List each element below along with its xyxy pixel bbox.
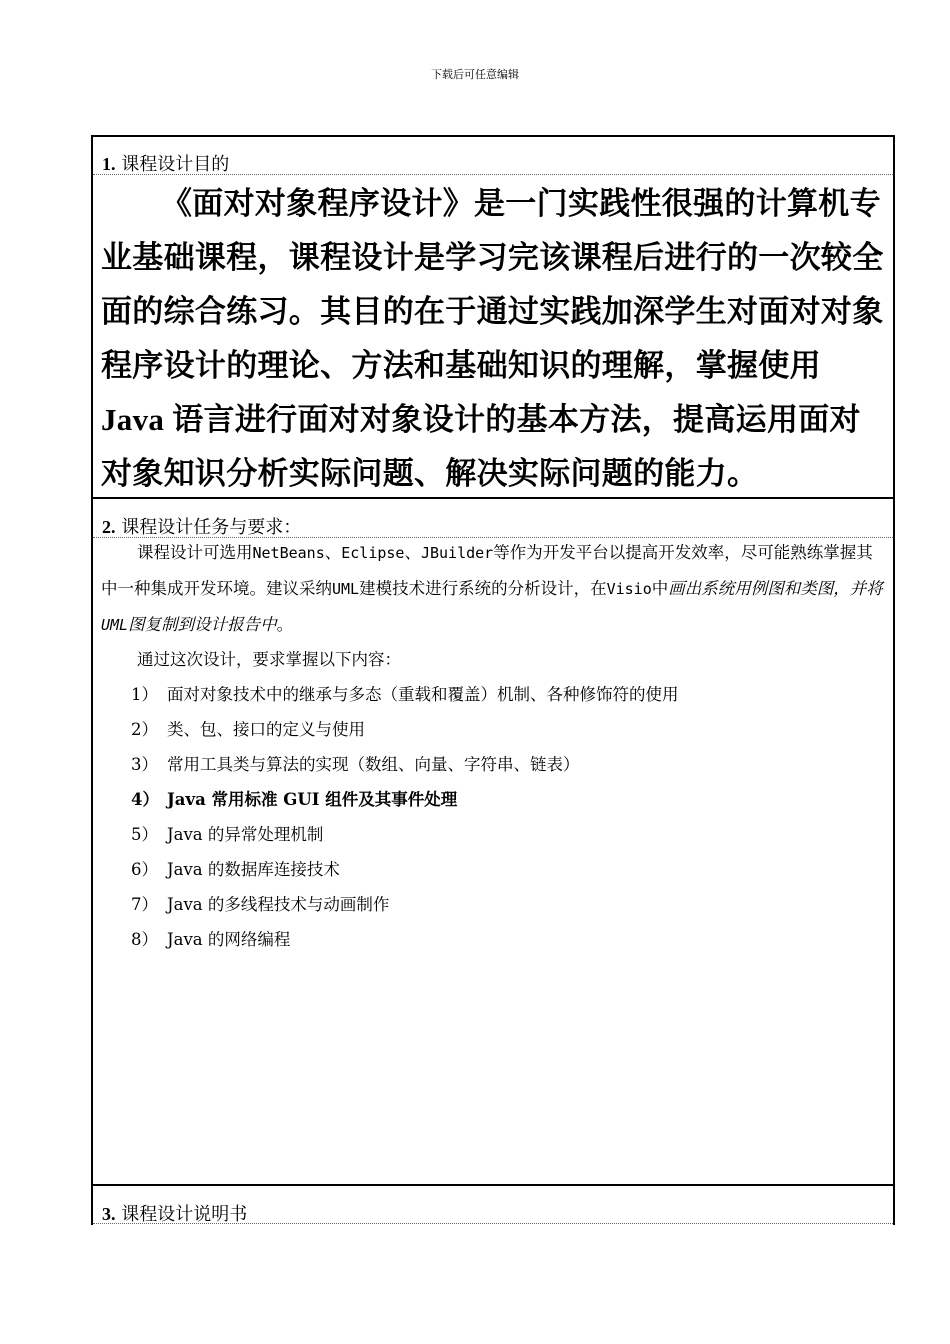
table-divider-2 <box>91 1184 895 1186</box>
list-item <box>131 681 679 716</box>
list-item-number: 2） <box>131 720 158 739</box>
list-item-number: 4） <box>131 790 159 809</box>
section-2-text-f: 中 <box>651 579 669 598</box>
section-1-heading <box>102 150 229 176</box>
list-item <box>131 821 679 856</box>
section-1-title: 课程设计目的 <box>121 154 230 175</box>
section-1-number: 1. <box>102 154 116 174</box>
list-item-text: Java 的多线程技术与动画制作 <box>167 895 390 914</box>
list-item-text: Java 的数据库连接技术 <box>167 860 340 879</box>
section-2-paragraph <box>101 535 887 643</box>
italic-text-a: 画出系统用例图和类图，并将 <box>668 579 883 598</box>
section-2-text-c: 、 <box>404 543 421 562</box>
visio-text: Visio <box>606 580 652 598</box>
list-item-number: 5） <box>131 825 158 844</box>
list-item-number: 3） <box>131 755 158 774</box>
netbeans-text: NetBeans <box>252 544 325 562</box>
jbuilder-text: JBuilder <box>420 544 494 562</box>
list-item-text: Java 常用标准 GUI 组件及其事件处理 <box>167 790 458 809</box>
list-item-number: 6） <box>131 860 158 879</box>
eclipse-text: Eclipse <box>341 544 405 562</box>
section-1-text-part1: 《面对对象程序设计》是一门实践性很强的计算机专业基础课程，课程设计是学习完该课程后进行的一次较全面的综合练习。其目的在于通过实践加深学生对面对对象程序设计的理论、方法和基础知识的理解，掌握使用 <box>101 186 884 384</box>
list-item <box>131 856 679 891</box>
section-3-heading <box>102 1200 247 1226</box>
italic-uml-text: UML <box>101 616 129 634</box>
list-item <box>131 751 679 786</box>
section-2-text-d: 等作为开发平台以提高开发效率，尽可能熟练掌握其中一种集成开发环境。建议采纳 <box>101 543 873 598</box>
section-1-text-part2: 语言进行面对对象设计的基本方法，提高运用面对对象知识分析实际问题、解决实际问题的能力。 <box>101 402 861 492</box>
list-item-number: 1） <box>131 685 158 704</box>
section-1-paragraph <box>101 177 887 501</box>
uml-text: UML <box>332 580 360 598</box>
requirements-list <box>131 681 679 961</box>
italic-text-b: 图复制到设计报告中 <box>128 615 277 634</box>
section-2-text-end: 。 <box>276 615 294 634</box>
list-item <box>131 716 679 751</box>
list-item <box>131 786 679 821</box>
section-2-number: 2. <box>102 517 116 537</box>
list-item-number: 7） <box>131 895 158 914</box>
section-3-title: 课程设计说明书 <box>121 1204 248 1225</box>
section-2-text-b: 、 <box>324 543 342 562</box>
list-item-text: Java 的异常处理机制 <box>167 825 324 844</box>
list-item-text: 面对对象技术中的继承与多态（重载和覆盖）机制、各种修饰符的使用 <box>167 685 679 704</box>
list-item-text: 常用工具类与算法的实现（数组、向量、字符串、链表） <box>167 755 580 774</box>
list-item-number: 8） <box>131 930 158 949</box>
section-2-intro: 通过这次设计，要求掌握以下内容： <box>137 650 401 669</box>
section-3-number: 3. <box>102 1204 116 1224</box>
list-item-text: 类、包、接口的定义与使用 <box>167 720 365 739</box>
section-2-title: 课程设计任务与要求： <box>121 517 302 538</box>
section-2-text-e: 建模技术进行系统的分析设计，在 <box>359 579 607 598</box>
list-item-text: Java 的网络编程 <box>167 930 291 949</box>
section-2-text-a: 课程设计可选用 <box>137 543 253 562</box>
list-item <box>131 926 679 961</box>
section-1-text-java: Java <box>101 402 173 437</box>
page-header: 下载后可任意编辑 <box>431 68 519 81</box>
list-item <box>131 891 679 926</box>
